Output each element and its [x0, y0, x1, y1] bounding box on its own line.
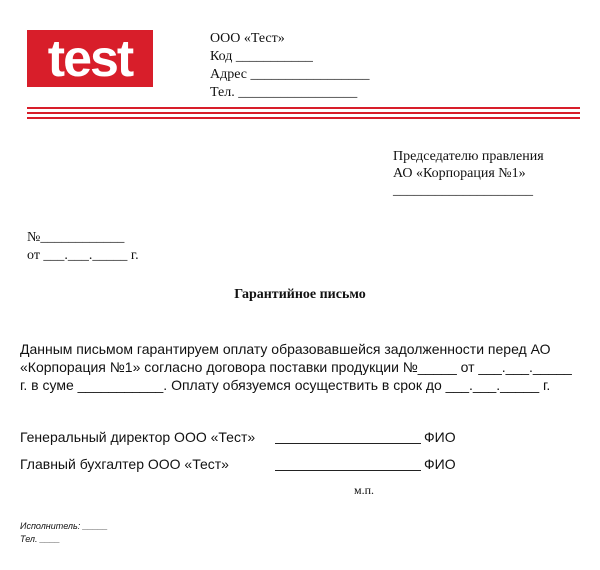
addressee-organization: АО «Корпорация №1»: [393, 166, 526, 181]
executor-phone-line: Тел. ____: [20, 534, 61, 544]
document-number: №____________: [27, 230, 125, 245]
divider-line: [27, 107, 580, 109]
header-divider: [27, 107, 580, 120]
company-code: Код ___________: [210, 49, 313, 64]
body-line: г. в суме ___________. Оплату обязуемся осуществить в срок до ___.___._____ г.: [20, 377, 551, 393]
letter-body: [20, 340, 580, 394]
addressee-name-blank: ____________________: [393, 183, 533, 198]
signature-title-director: Генеральный директор ООО «Тест»: [20, 429, 256, 445]
company-phone: Тел. _________________: [210, 85, 358, 100]
body-line: Данным письмом гарантируем оплату образовавшейся задолженности перед АО: [20, 341, 551, 357]
company-name: ООО «Тест»: [210, 31, 285, 46]
company-logo: [27, 30, 153, 87]
logo-text: test: [47, 30, 133, 87]
signature-title-accountant: Главный бухгалтер ООО «Тест»: [20, 456, 229, 472]
document-date: от ___.___._____ г.: [27, 248, 139, 263]
divider-line: [27, 117, 580, 119]
stamp-place-label: м.п.: [354, 483, 375, 497]
logo-wordmark: [27, 30, 153, 87]
body-line: «Корпорация №1» согласно договора поставки продукции №_____ от ___.___._____: [20, 359, 572, 375]
addressee-position: Председателю правления: [393, 149, 544, 164]
addressee-block: [393, 148, 544, 199]
document-title: Гарантийное письмо: [234, 287, 366, 302]
company-details: [210, 30, 370, 102]
signature-name-director: ФИО: [424, 429, 456, 445]
document-number-block: [27, 229, 139, 265]
signature-name-accountant: ФИО: [424, 456, 456, 472]
divider-line: [27, 112, 580, 114]
signature-line-director: [275, 443, 421, 444]
executor-line: Исполнитель: _____: [20, 521, 108, 531]
signature-line-accountant: [275, 470, 421, 471]
company-address: Адрес _________________: [210, 67, 370, 82]
